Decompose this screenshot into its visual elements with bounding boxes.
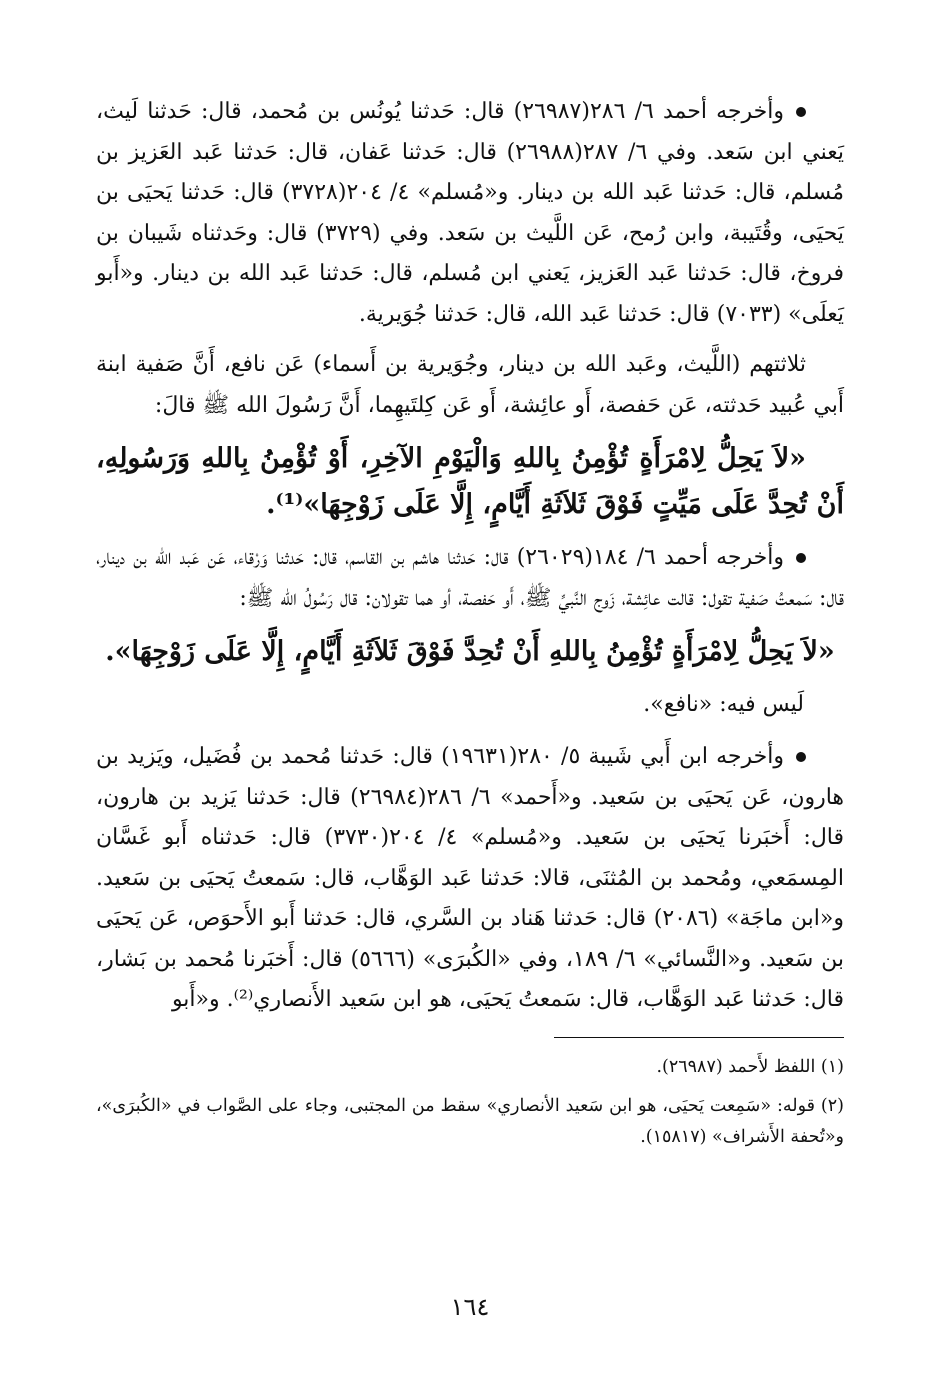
hadith-quote-2: «لاَ يَحِلُّ لِامْرَأَةٍ تُؤْمِنُ بِاللهِ أَنْ تُحِدَّ فَوْقَ ثَلاَثَةِ أَيَّامٍ، إِلَّا عَلَى زَوْجِهَا».	[105, 636, 835, 667]
bullet-icon	[796, 752, 806, 762]
paragraph-1	[96, 92, 844, 335]
footnote-1: (١) اللفظ لأَحمد (٢٦٩٨٧).	[656, 1056, 844, 1077]
paragraph-3-text: وأخرجه أحمد ٦/ ١٨٤(٢٦٠٢٩) قال: حَدثنا هاشم بن القاسم، قال: حَدثنا وَرْقاء، عَن عَبد الله بن دينار، قال: سَمعتُ صَفية تقول: قالت عائِشة، زَوج النَّبيِّ ﷺ، أَو حَفصة، أو هما تقولان: قال رَسُولُ الله ﷺ:	[96, 545, 844, 611]
paragraph-2: ثلاثتهم (اللَّيث، وعَبد الله بن دينار، وجُوَيرية بن أَسماء) عَن نافع، أَنَّ صَفية ابنة أَبي عُبيد حَدثته، عَن حَفصة، أَو عائِشة، أَو عَن كِلتَيهِما، أَنَّ رَسُولَ الله ﷺ قالَ:	[96, 352, 844, 418]
page-number: ١٦٤	[450, 1293, 490, 1321]
page-content	[96, 92, 844, 1161]
paragraph-5	[96, 737, 844, 1021]
footnote-separator	[554, 1037, 844, 1038]
paragraph-4: لَيس فيه: «نافع».	[643, 692, 804, 717]
hadith-quote-1: «لاَ يَحِلُّ لِامْرَأَةٍ تُؤْمِنُ بِاللهِ وَالْيَوْمِ الآخِرِ، أَوْ تُؤْمِنُ بِاللهِ وَرَسُولِهِ، أَنْ تُحِدَّ عَلَى مَيِّتٍ فَوْقَ ثَلاَثَةِ أَيَّامٍ، إِلَّا عَلَى زَوْجِهَا»⁽¹⁾.	[96, 443, 844, 520]
paragraph-1-text: وأخرجه أحمد ٦/ ٢٨٦(٢٦٩٨٧) قال: حَدثنا يُونُس بن مُحمد، قال: حَدثنا لَيث، يَعني ابن سَعد. وفي ٦/ ٢٨٧(٢٦٩٨٨) قال: حَدثنا عَفان، قال: حَدثنا عَبد العَزيز بن مُسلم، قال: حَدثنا عَبد الله بن دينار. و«مُسلم» ٤/ ٢٠٤(٣٧٢٨) قال: حَدثنا يَحيَى بن يَحيَى، وقُتَيبة، وابن رُمح، عَن اللَّيث بن سَعد. وفي (٣٧٢٩) قال: وحَدثناه شَيبان بن فروخ، قال: حَدثنا عَبد العَزيز، يَعني ابن مُسلم، قال: حَدثنا عَبد الله بن دينار. و«أَبو يَعلَى» (٧٠٣٣) قال: حَدثنا عَبد الله، قال: حَدثنا جُوَيرية.	[96, 99, 845, 327]
paragraph-3	[96, 538, 844, 619]
bullet-icon	[796, 553, 806, 563]
bullet-icon	[796, 107, 806, 117]
footnote-2: (٢) قوله: «سَمِعت يَحيَى، هو ابن سَعيد الأنصاري» سقط من المجتبى، وجاء على الصَّواب في «الكُبرَى»، و«تُحفة الأَشراف» (١٥٨١٧).	[96, 1095, 844, 1147]
paragraph-5-text: وأخرجه ابن أَبي شَيبة ٥/ ٢٨٠(١٩٦٣١) قال: حَدثنا مُحمد بن فُضَيل، ويَزيد بن هارون، عَن يَحيَى بن سَعيد. و«أَحمد» ٦/ ٢٨٦(٢٦٩٨٤) قال: حَدثنا يَزيد بن هارون، قال: أَخبَرنا يَحيَى بن سَعيد. و«مُسلم» ٤/ ٢٠٤(٣٧٣٠) قال: حَدثناه أَبو غَسَّان المِسمَعي، ومُحمد بن المُثنَى، قالا: حَدثنا عَبد الوَهَّاب، قال: سَمعتُ يَحيَى بن سَعيد. و«ابن ماجَة» (٢٠٨٦) قال: حَدثنا هَناد بن السَّري، قال: حَدثنا أَبو الأَحوَص، عَن يَحيَى بن سَعيد. و«النَّسائي» ٦/ ١٨٩، وفي «الكُبرَى» (٥٦٦٦) قال: أَخبَرنا مُحمد بن بَشار، قال: حَدثنا عَبد الوَهَّاب، قال: سَمعتُ يَحيَى، هو ابن سَعيد الأَنصاري⁽²⁾. و«أَبو	[96, 744, 845, 1012]
